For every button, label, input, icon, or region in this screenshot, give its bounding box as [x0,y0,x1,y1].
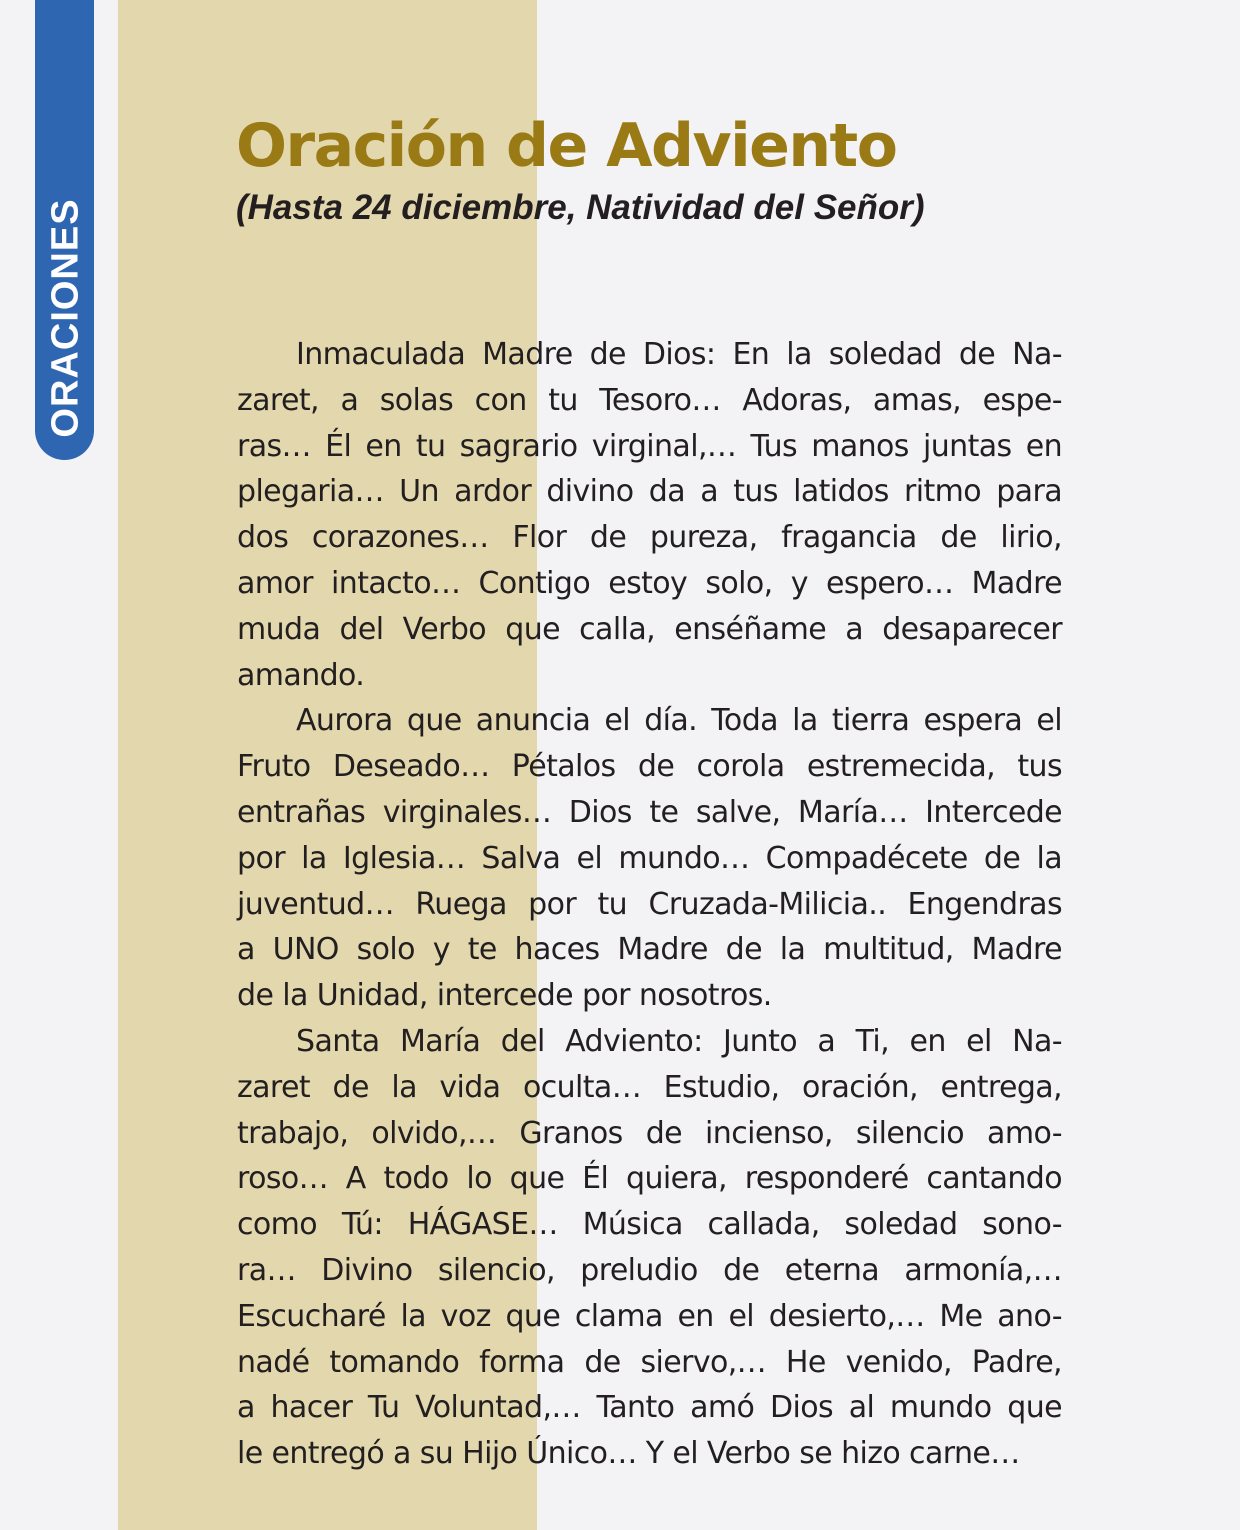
text-line: juventud… Ruega por tu Cruzada-Milicia.. Engendras [237,886,1062,922]
text-line: Escucharé la voz que clama en el desierto,… Me ano- [237,1298,1062,1334]
text-line: Aurora que anuncia el día. Toda la tierra espera el [296,703,1062,739]
text-line: Fruto Deseado… Pétalos de corola estremecida, tus [237,749,1062,785]
text-line: ras… Él en tu sagrario virginal,… Tus manos juntas en [237,428,1062,464]
paragraph-2 [237,698,1062,1019]
page-title: Oración de Adviento [236,111,897,181]
text-line: amor intacto… Contigo estoy solo, y espero… Madre [237,565,1062,601]
text-line: a UNO solo y te haces Madre de la multitud, Madre [237,932,1062,968]
text-line: muda del Verbo que calla, enséñame a desaparecer [237,611,1062,647]
text-line: ra… Divino silencio, preludio de eterna armonía,… [237,1252,1062,1288]
text-line: le entregó a su Hijo Único… Y el Verbo se hizo carne… [237,1436,1020,1472]
text-line: Santa María del Adviento: Junto a Ti, en el Na- [296,1023,1062,1059]
text-line: a hacer Tu Voluntad,… Tanto amó Dios al mundo que [237,1390,1062,1426]
section-tab-label: ORACIONES [44,198,87,438]
text-line: plegaria… Un ardor divino da a tus latidos ritmo para [237,474,1062,510]
text-line: zaret de la vida oculta… Estudio, oración, entrega, [237,1069,1062,1105]
text-line: Inmaculada Madre de Dios: En la soledad de Na- [296,337,1062,372]
paragraph-3 [237,1019,1062,1477]
text-line: roso… A todo lo que Él quiera, responderé cantando [237,1161,1062,1197]
text-line: zaret, a solas con tu Tesoro… Adoras, amas, espe- [237,382,1062,418]
page-subtitle: (Hasta 24 diciembre, Natividad del Señor) [236,188,925,227]
text-line: como Tú: HÁGASE… Música callada, soledad sono- [237,1207,1062,1243]
prayer-text [237,332,1062,1477]
text-line: entrañas virginales… Dios te salve, María… Intercede [237,794,1062,830]
text-line: trabajo, olvido,… Granos de incienso, silencio amo- [237,1115,1062,1151]
text-line: por la Iglesia… Salva el mundo… Compadécete de la [237,840,1062,876]
text-line: amando. [237,657,365,693]
text-line: de la Unidad, intercede por nosotros. [237,978,772,1014]
text-line: dos corazones… Flor de pureza, fragancia de lirio, [237,520,1062,556]
paragraph-1 [237,332,1062,698]
text-line: nadé tomando forma de siervo,… He venido, Padre, [237,1344,1062,1380]
